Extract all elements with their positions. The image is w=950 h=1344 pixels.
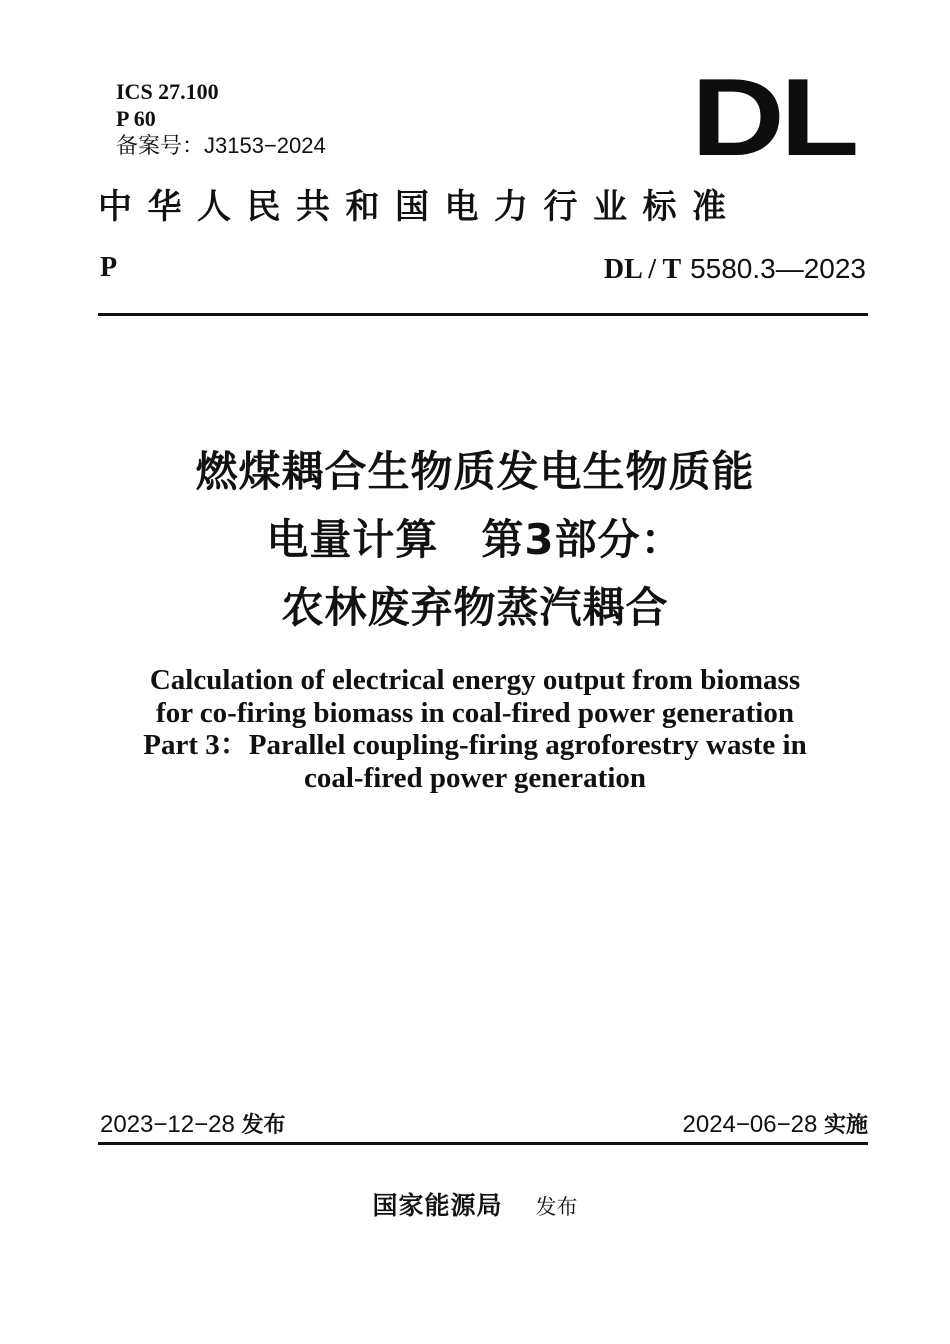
implementation-date-block <box>683 1108 869 1139</box>
english-title-line-4: coal-fired power generation <box>303 761 647 794</box>
chinese-title <box>0 438 950 642</box>
implementation-date: 2024−06−28 <box>682 1111 818 1138</box>
top-divider <box>98 313 868 316</box>
publisher-action: 发布 <box>535 1195 578 1219</box>
english-title-line-2: for co-firing biomass in coal-fired power generation <box>156 696 794 729</box>
standard-code: 5580.3—2023 <box>690 253 866 284</box>
record-number: 备案号：J3153−2024 <box>116 133 326 158</box>
publisher-block <box>0 1186 950 1222</box>
english-title-line-1: Calculation of electrical energy output from biomass <box>149 664 801 696</box>
ics-code: ICS 27.100 <box>116 79 219 104</box>
chinese-title-line-3: 农林废弃物蒸汽耦合 <box>281 583 669 632</box>
english-title <box>0 664 950 794</box>
classification-block <box>116 78 326 159</box>
standard-prefix: DL / T <box>603 254 682 285</box>
publisher-name: 国家能源局 <box>372 1191 503 1220</box>
english-title-line-3: Part 3：Parallel coupling-firing agroforestry waste in <box>143 729 807 761</box>
chinese-title-line-1: 燃煤耦合生物质发电生物质能 <box>195 447 755 496</box>
issue-date-block <box>100 1108 286 1139</box>
classification-letter: P <box>100 252 118 283</box>
issuing-industry-title: 中华人民共和国电力行业标准 <box>98 187 742 227</box>
issue-date: 2023−12−28 <box>100 1111 235 1138</box>
ccs-code: P 60 <box>116 106 156 131</box>
chinese-title-line-2: 电量计算 第3部分： <box>266 515 684 564</box>
standard-number <box>604 252 866 286</box>
dl-logo: DL <box>691 56 855 179</box>
implementation-label: 实施 <box>823 1113 868 1138</box>
bottom-divider <box>98 1142 868 1145</box>
issue-label: 发布 <box>241 1113 286 1138</box>
